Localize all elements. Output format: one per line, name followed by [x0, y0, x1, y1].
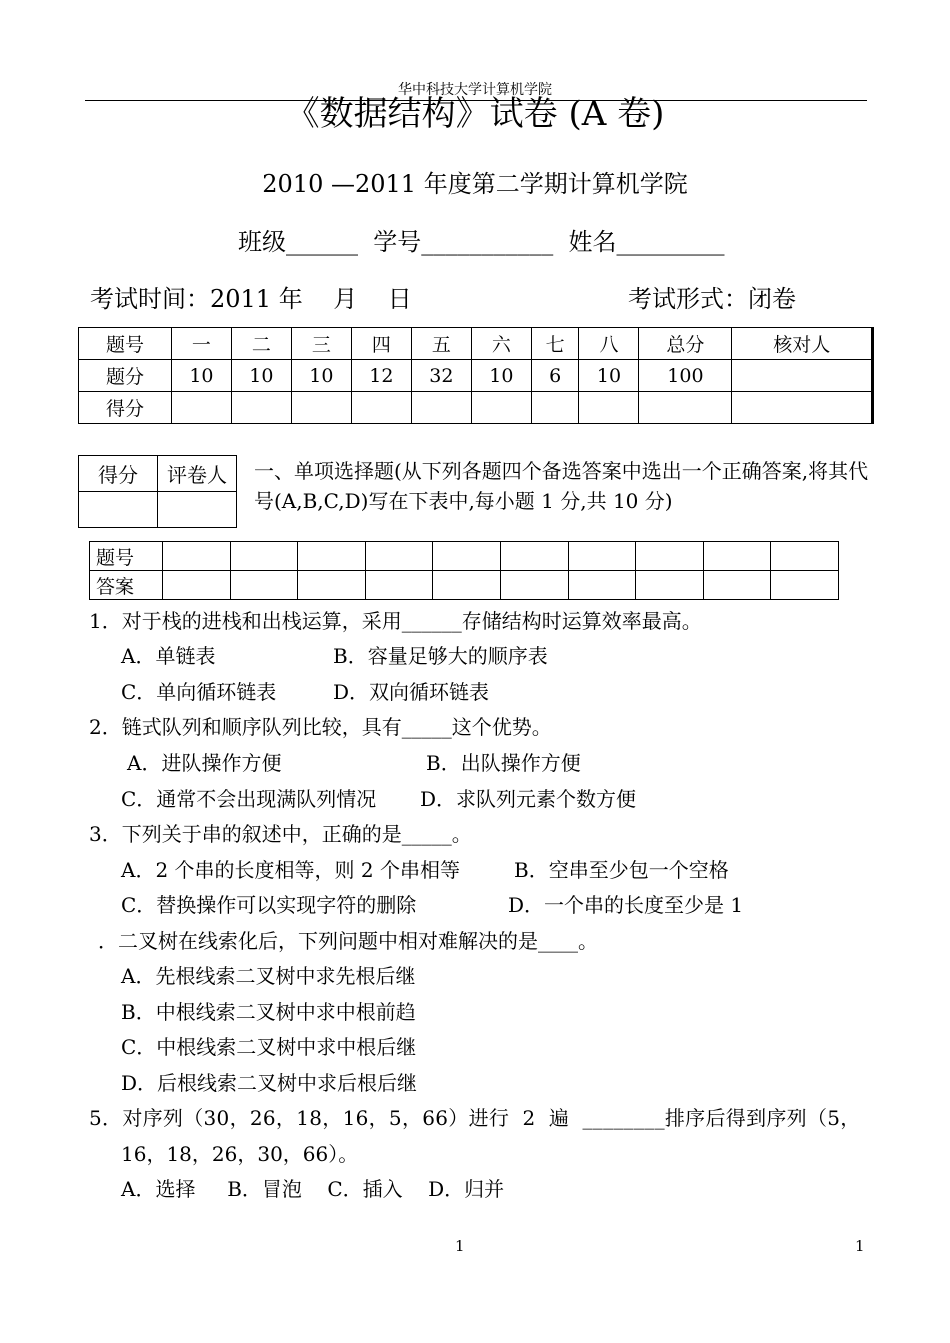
table-cell: 10 [579, 360, 639, 392]
answer-table-answer-row [90, 571, 839, 600]
score-input-cell[interactable] [531, 392, 579, 424]
answer-table-number-row [90, 542, 839, 571]
table-cell: 32 [411, 360, 471, 392]
table-cell: 一 [171, 328, 231, 360]
score-input-cell[interactable] [732, 392, 873, 424]
question-4-option-b: B．中根线索二叉树中求中根前趋 [121, 1000, 416, 1024]
question-4-option-a: A．先根线索二叉树中求先根后继 [121, 964, 416, 988]
question-5-options: A．选择 B．冒泡 C．插入 D．归并 [121, 1177, 505, 1201]
table-cell: 二 [231, 328, 291, 360]
answer-cell[interactable] [163, 571, 231, 600]
table-cell: 三 [291, 328, 351, 360]
question-2-option-d: D．求队列元素个数方便 [420, 787, 637, 811]
score-table-earned-row [79, 392, 873, 424]
page-number-right: 1 [855, 1237, 865, 1255]
grader-name-cell[interactable] [158, 492, 237, 528]
question-3-option-b: B．空串至少包一个空格 [514, 858, 729, 882]
answer-cell[interactable] [298, 571, 366, 600]
answer-number-cell[interactable] [568, 542, 636, 571]
table-cell: 题分 [79, 360, 172, 392]
answer-cell[interactable] [568, 571, 636, 600]
answer-row-label: 题号 [90, 542, 163, 571]
answer-number-cell[interactable] [433, 542, 501, 571]
grader-box [78, 455, 237, 528]
table-cell: 五 [411, 328, 471, 360]
answer-cell[interactable] [365, 571, 433, 600]
question-3-stem: 3．下列关于串的叙述中，正确的是_____。 [89, 822, 472, 846]
question-2-stem: 2．链式队列和顺序队列比较，具有_____这个优势。 [89, 715, 552, 739]
school-name: 华中科技大学计算机学院 [398, 82, 552, 98]
score-table-header-row [79, 328, 873, 360]
answer-number-cell[interactable] [636, 542, 704, 571]
question-3-option-c: C．替换操作可以实现字符的删除 [121, 893, 417, 917]
question-1-stem: 1．对于栈的进栈和出栈运算，采用______存储结构时运算效率最高。 [89, 609, 702, 633]
score-input-cell[interactable] [579, 392, 639, 424]
table-cell: 12 [351, 360, 411, 392]
table-cell: 6 [531, 360, 579, 392]
exam-form: 考试形式：闭卷 [628, 285, 796, 313]
answer-table [89, 541, 839, 600]
question-1-option-b: B．容量足够大的顺序表 [333, 644, 548, 668]
question-5-stem-continued: 16，18，26，30，66）。 [121, 1142, 359, 1166]
answer-cell[interactable] [636, 571, 704, 600]
answer-number-cell[interactable] [771, 542, 839, 571]
answer-cell[interactable] [703, 571, 771, 600]
student-info-line: 班级______ 学号___________ 姓名_________ [238, 228, 725, 256]
question-1-option-c: C．单向循环链表 [121, 680, 277, 704]
table-cell: 100 [639, 360, 732, 392]
question-1-option-a: A．单链表 [121, 644, 216, 668]
answer-number-cell[interactable] [365, 542, 433, 571]
answer-cell[interactable] [500, 571, 568, 600]
table-cell: 核对人 [732, 328, 873, 360]
score-input-cell[interactable] [471, 392, 531, 424]
question-2-option-a: A．进队操作方便 [127, 751, 282, 775]
answer-number-cell[interactable] [230, 542, 298, 571]
grader-score-label: 得分 [79, 456, 158, 492]
table-cell: 10 [471, 360, 531, 392]
question-2-option-c: C．通常不会出现满队列情况 [121, 787, 377, 811]
exam-time: 考试时间：2011 年 月 日 [90, 285, 412, 313]
answer-number-cell[interactable] [703, 542, 771, 571]
question-3-option-a: A．2 个串的长度相等，则 2 个串相等 [121, 858, 460, 882]
question-3-option-d: D．一个串的长度至少是 1 [508, 893, 744, 917]
table-cell: 10 [171, 360, 231, 392]
answer-cell[interactable] [771, 571, 839, 600]
question-2-option-b: B．出队操作方便 [426, 751, 581, 775]
section-1-intro: 一、单项选择题(从下列各题四个备选答案中选出一个正确答案,将其代号(A,B,C,D)写在下表中,每小题 1 分,共 10 分) [254, 459, 869, 513]
score-input-cell[interactable] [639, 392, 732, 424]
table-cell: 七 [531, 328, 579, 360]
score-table [78, 327, 874, 424]
table-cell: 六 [471, 328, 531, 360]
score-input-cell[interactable] [171, 392, 231, 424]
answer-cell[interactable] [230, 571, 298, 600]
table-cell [732, 360, 873, 392]
question-5-stem: 5．对序列（30，26，18，16，5，66）进行 2 遍 ________排序后得到序列（5， [89, 1106, 861, 1130]
answer-number-cell[interactable] [163, 542, 231, 571]
score-input-cell[interactable] [411, 392, 471, 424]
table-cell: 得分 [79, 392, 172, 424]
score-input-cell[interactable] [351, 392, 411, 424]
answer-number-cell[interactable] [298, 542, 366, 571]
answer-cell[interactable] [433, 571, 501, 600]
grader-name-label: 评卷人 [158, 456, 237, 492]
exam-title: 《数据结构》试卷 (A 卷) [285, 94, 665, 134]
grader-score-cell[interactable] [79, 492, 158, 528]
table-cell: 总分 [639, 328, 732, 360]
page-number: 1 [455, 1237, 465, 1255]
table-cell: 题号 [79, 328, 172, 360]
question-4-stem: ．二叉树在线索化后，下列问题中相对难解决的是____。 [98, 929, 598, 953]
table-cell: 10 [291, 360, 351, 392]
answer-number-cell[interactable] [500, 542, 568, 571]
question-4-option-d: D．后根线索二叉树中求后根后继 [121, 1071, 418, 1095]
table-cell: 八 [579, 328, 639, 360]
table-cell: 四 [351, 328, 411, 360]
table-cell: 10 [231, 360, 291, 392]
question-4-option-c: C．中根线索二叉树中求中根后继 [121, 1035, 417, 1059]
question-1-option-d: D．双向循环链表 [333, 680, 490, 704]
score-input-cell[interactable] [231, 392, 291, 424]
score-input-cell[interactable] [291, 392, 351, 424]
exam-subtitle: 2010 —2011 年度第二学期计算机学院 [262, 170, 688, 198]
answer-row-label: 答案 [90, 571, 163, 600]
score-table-points-row [79, 360, 873, 392]
